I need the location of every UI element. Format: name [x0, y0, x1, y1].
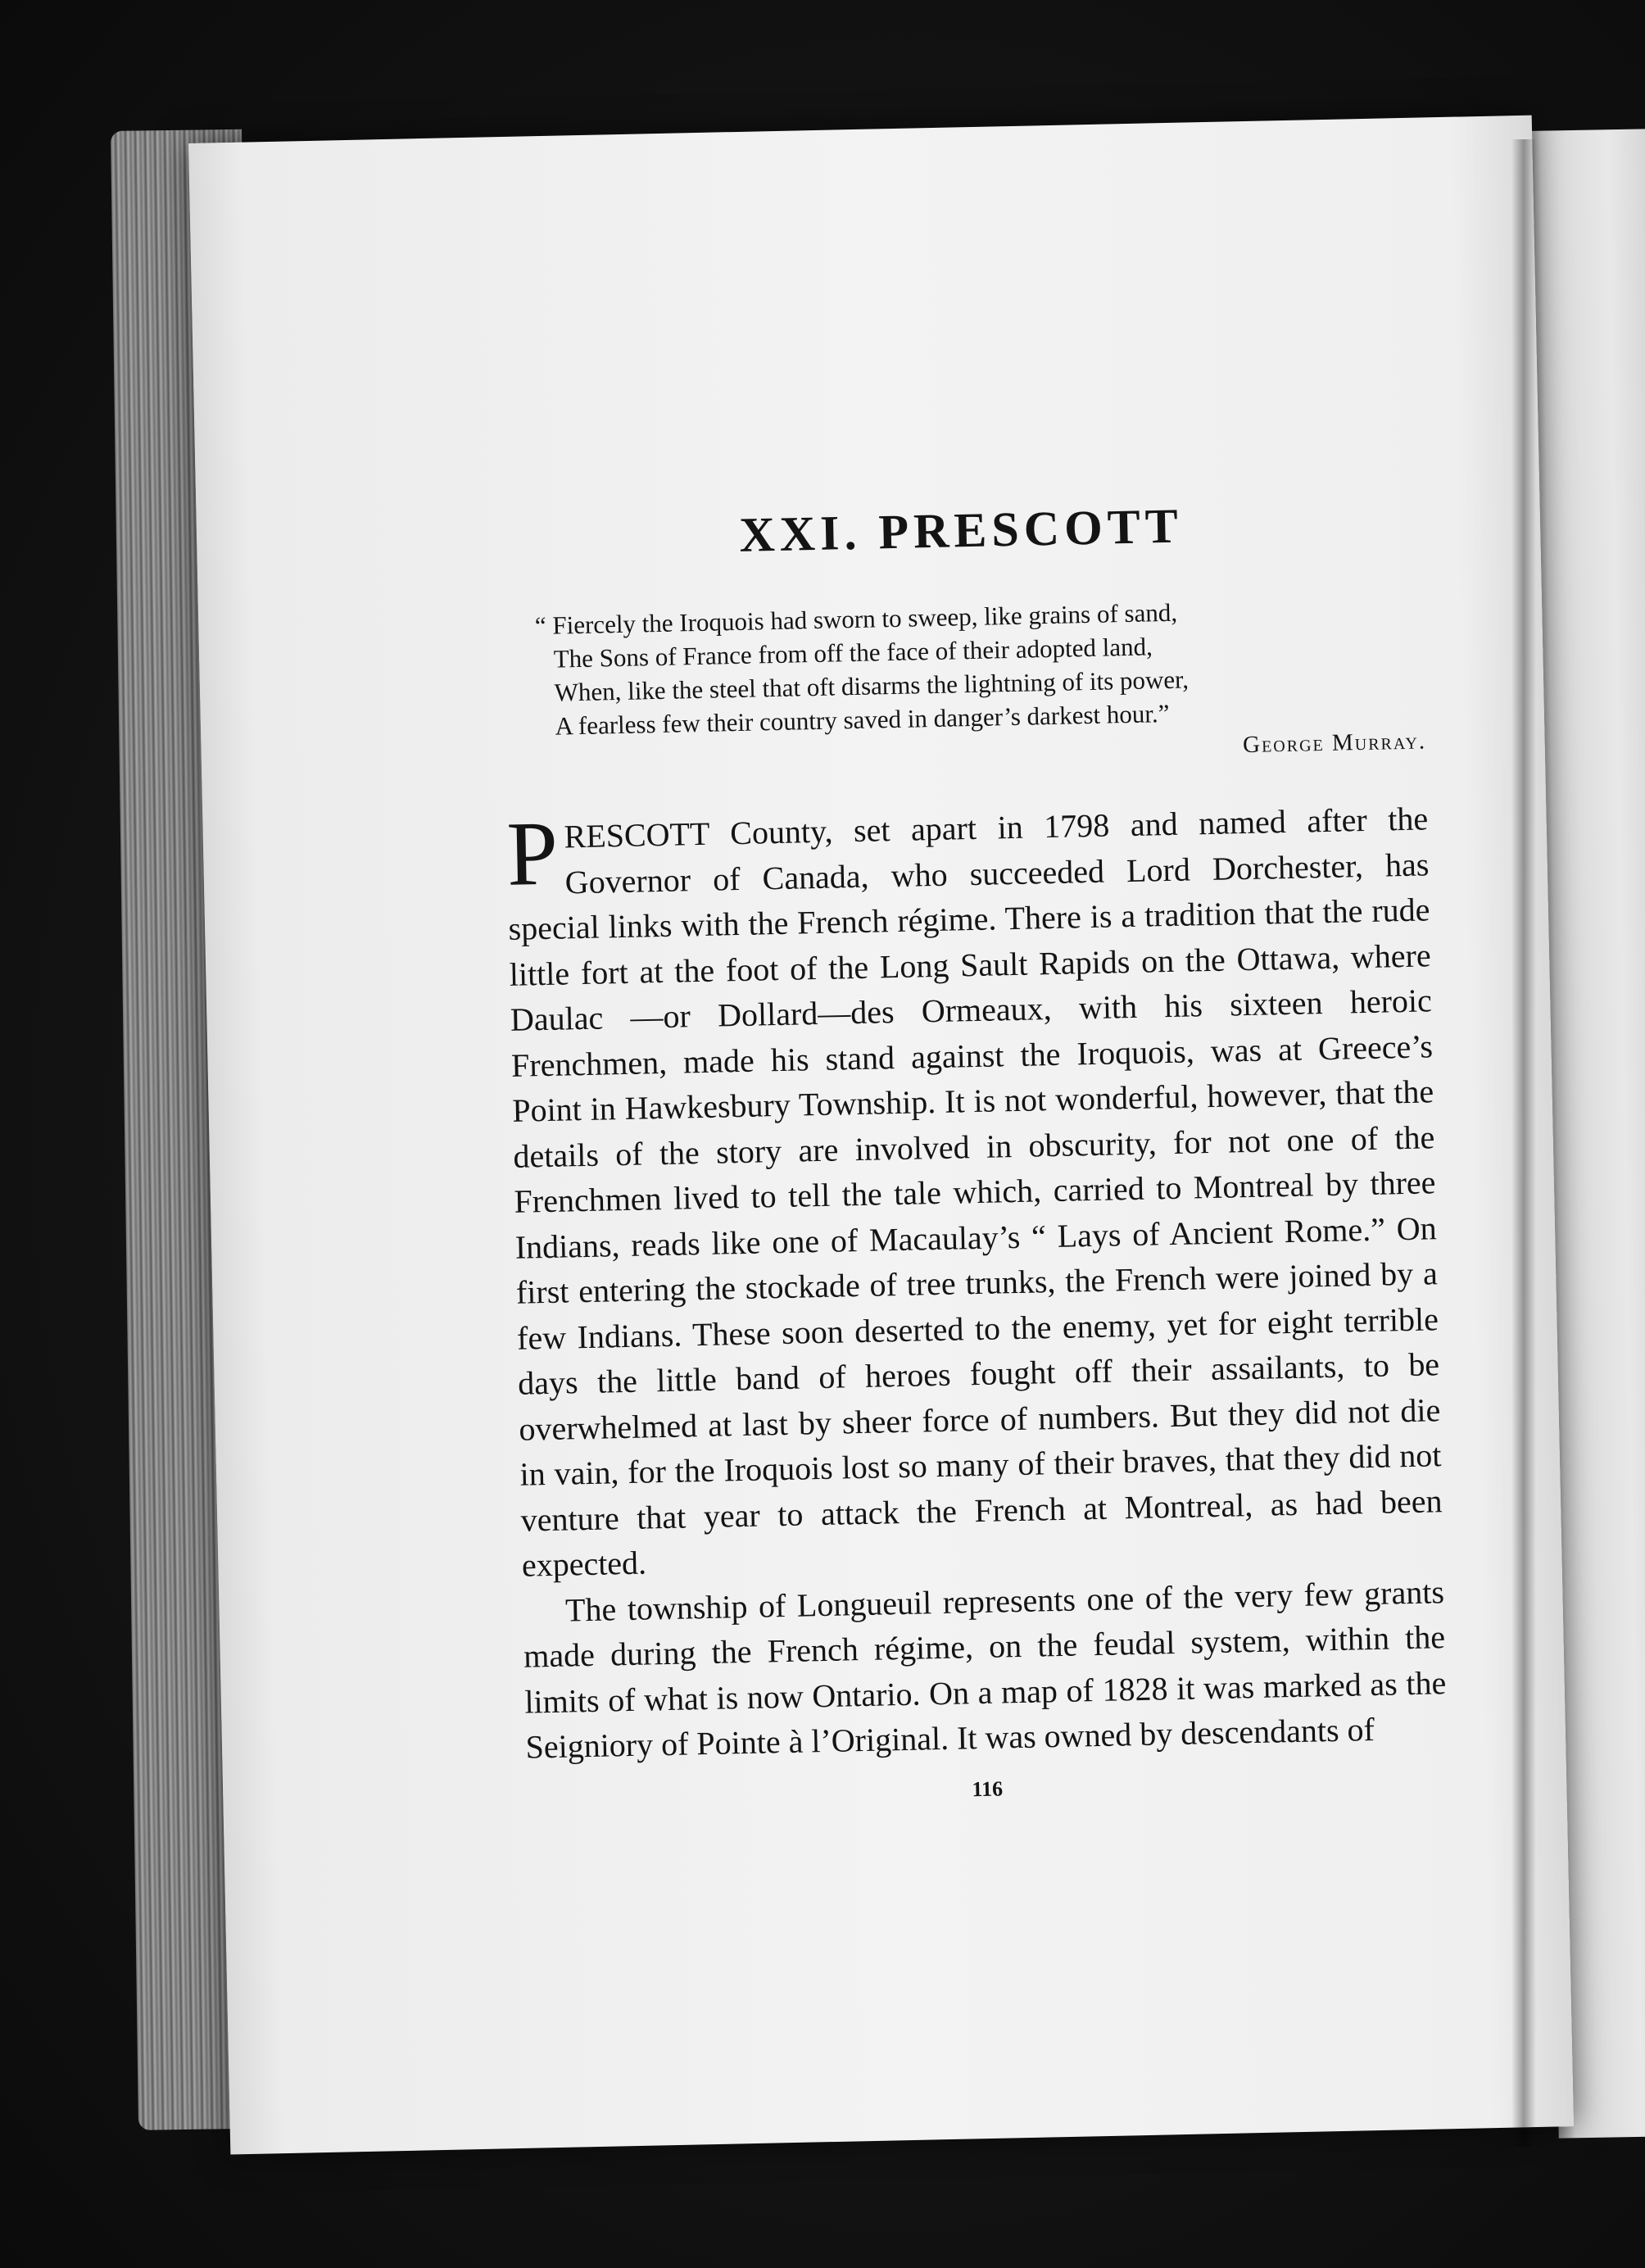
- paragraph-1-text: RESCOTT County, set apart in 1798 and named after the Governor of Canada, who succeeded Lord Dorchester, has special links with the French régime. There is a tradition that the rude little fort at the foot of the Long Sault Rapids on the Ottawa, where Daulac —or Dollard—des Ormeaux, with his sixteen heroic Frenchmen, made his stand against the Iroquois, was at Greece’s Point in Hawkesbury Township. It is not wonderful, however, that the details of the story are involved in obscurity, for not one of the Frenchmen lived to tell the tale which, carried to Montreal by three Indians, reads like one of Macaulay’s “ Lays of Ancient Rome.” On first entering the stockade of tree trunks, the French were joined by a few Indians. These soon deserted to the enemy, yet for eight terrible days the little band of heroes fought off their assailants, to be overwhelmed at last by sheer force of numbers. But they did not die in vain, for the Iroquois lost so many of their braves, that they did not venture that year to attack the French at Montreal, as had been expected.: [508, 800, 1443, 1584]
- drop-cap: P: [505, 802, 560, 905]
- body-text: [506, 796, 1448, 1770]
- paragraph-1: [506, 796, 1444, 1588]
- epigraph-line: The Sons of France from off the face of their adopted land,: [553, 632, 1153, 674]
- page-content: [500, 492, 1448, 1811]
- book-gutter-shadow: [1511, 139, 1536, 2147]
- epigraph-line: “ Fiercely the Iroquois had sworn to sweep, like grains of sand,: [534, 597, 1178, 641]
- paragraph-2: The township of Longueuil represents one of the very few grants made during the French régime, on the feudal system, within the limits of what is now Ontario. On a map of 1828 it was marked as the Seigniory of Pointe à l’Original. It was owned by descendants of: [523, 1572, 1447, 1766]
- epigraph: [534, 590, 1425, 743]
- page-number: 116: [972, 1776, 1004, 1801]
- epigraph-line: When, like the steel that oft disarms the lightning of its power,: [554, 665, 1190, 707]
- epigraph-attribution: George Murray.: [1242, 728, 1427, 759]
- epigraph-line: A fearless few their country saved in danger’s darkest hour.”: [555, 698, 1170, 741]
- chapter-title: XXI. PRESCOTT: [738, 498, 1184, 562]
